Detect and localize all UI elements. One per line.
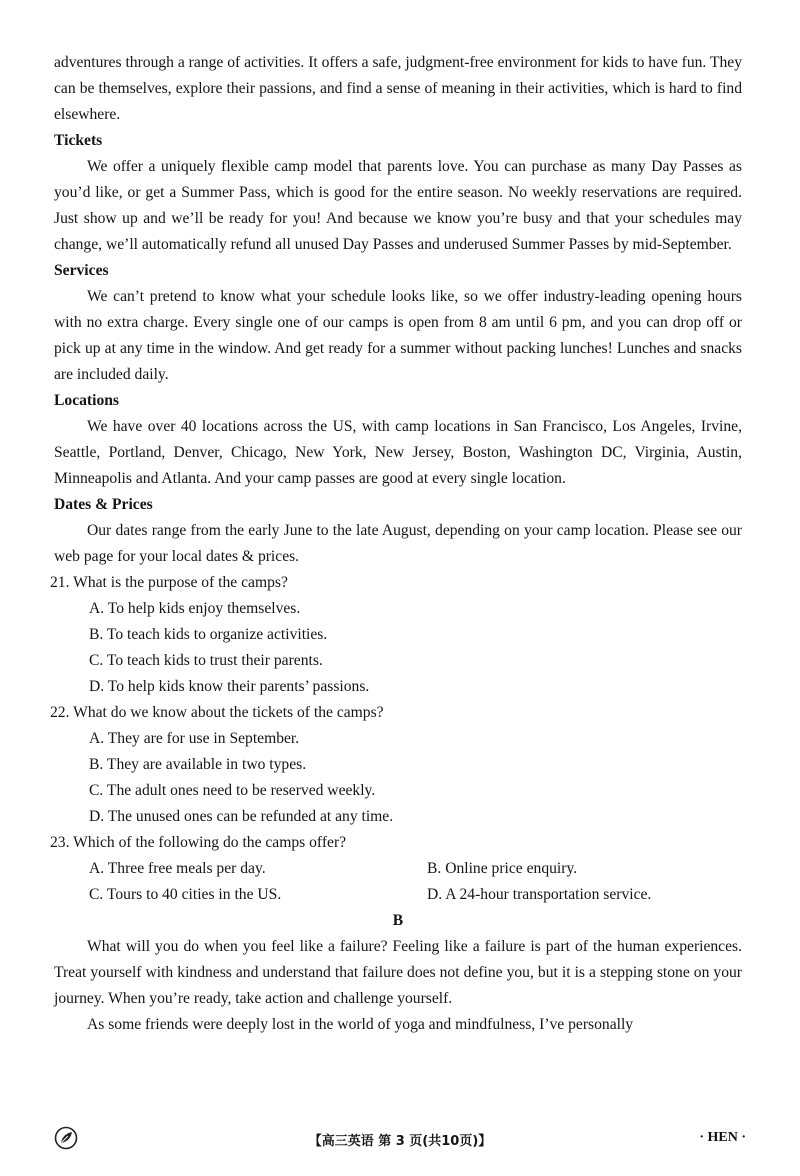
option-c: C. To teach kids to trust their parents. — [89, 652, 323, 669]
option-row — [54, 856, 742, 882]
passage-b-label: B — [392, 912, 404, 929]
services-heading: Services — [54, 262, 109, 279]
option-d: D. To help kids know their parents’ passions. — [89, 678, 370, 695]
locations-heading: Locations — [54, 392, 119, 409]
option-a: A. They are for use in September. — [89, 730, 300, 747]
services-paragraph: We can’t pretend to know what your schedule looks like, so we offer industry-leading opening hours with no extra charge. Every single one of our camps is open from 8 am until 6 pm, and you can drop off or pick up at any time in the window. And get ready for a summer without packing lunches! Lunches and snacks are included daily. — [54, 288, 742, 383]
option-d: D. A 24-hour transportation service. — [427, 886, 652, 903]
question-stem: 22. What do we know about the tickets of the camps? — [50, 704, 384, 721]
dates-paragraph: Our dates range from the early June to the late August, depending on your camp location. Please see our web page for your local dates & prices. — [54, 522, 742, 565]
locations-paragraph: We have over 40 locations across the US, with camp locations in San Francisco, Los Angeles, Irvine, Seattle, Portland, Denver, Chicago, New York, New Jersey, Boston, Washington DC, Virginia, Austin, Minneapolis and Atlanta. And your camp passes are good at every single location. — [54, 418, 742, 487]
question-stem: 23. Which of the following do the camps offer? — [50, 834, 347, 851]
question-21 — [50, 570, 742, 700]
option-b: B. To teach kids to organize activities. — [89, 626, 328, 643]
option-c: C. The adult ones need to be reserved weekly. — [89, 782, 376, 799]
page-content — [50, 50, 742, 1038]
option-b: B. They are available in two types. — [89, 756, 307, 773]
exam-code: · HEN · — [699, 1130, 746, 1145]
page-number-label: 【高三英语 第 3 页(共10页)】 — [308, 1134, 492, 1149]
tickets-paragraph: We offer a uniquely flexible camp model that parents love. You can purchase as many Day Passes as you’d like, or get a Summer Pass, which is good for the entire season. No weekly reservations are required. Just show up and we’ll be ready for you! And because we know you’re busy and that your schedules may change, we’ll automatically refund all unused Day Passes and underused Summer Passes by mid-September. — [54, 158, 742, 253]
passage-b-paragraph-2: As some friends were deeply lost in the world of yoga and mindfulness, I’ve personally — [87, 1016, 634, 1033]
option-b: B. Online price enquiry. — [427, 860, 578, 877]
passage-b-paragraph-1: What will you do when you feel like a failure? Feeling like a failure is part of the human experiences. Treat yourself with kindness and understand that failure does not define you, but it is a stepping stone on your journey. When you’re ready, take action and challenge yourself. — [54, 938, 742, 1007]
dates-heading: Dates & Prices — [54, 496, 153, 513]
option-a: A. Three free meals per day. — [89, 860, 266, 877]
option-a: A. To help kids enjoy themselves. — [89, 600, 301, 617]
question-23 — [50, 830, 742, 908]
question-stem: 21. What is the purpose of the camps? — [50, 574, 288, 591]
option-row — [54, 882, 742, 908]
option-d: D. The unused ones can be refunded at any time. — [89, 808, 394, 825]
question-22 — [50, 700, 742, 830]
option-c: C. Tours to 40 cities in the US. — [89, 886, 282, 903]
intro-paragraph: adventures through a range of activities. It offers a safe, judgment-free environment for kids to have fun. They can be themselves, explore their passions, and find a sense of meaning in their activities, which is hard to find elsewhere. — [54, 54, 742, 123]
page-footer — [54, 1126, 746, 1156]
tickets-heading: Tickets — [54, 132, 103, 149]
